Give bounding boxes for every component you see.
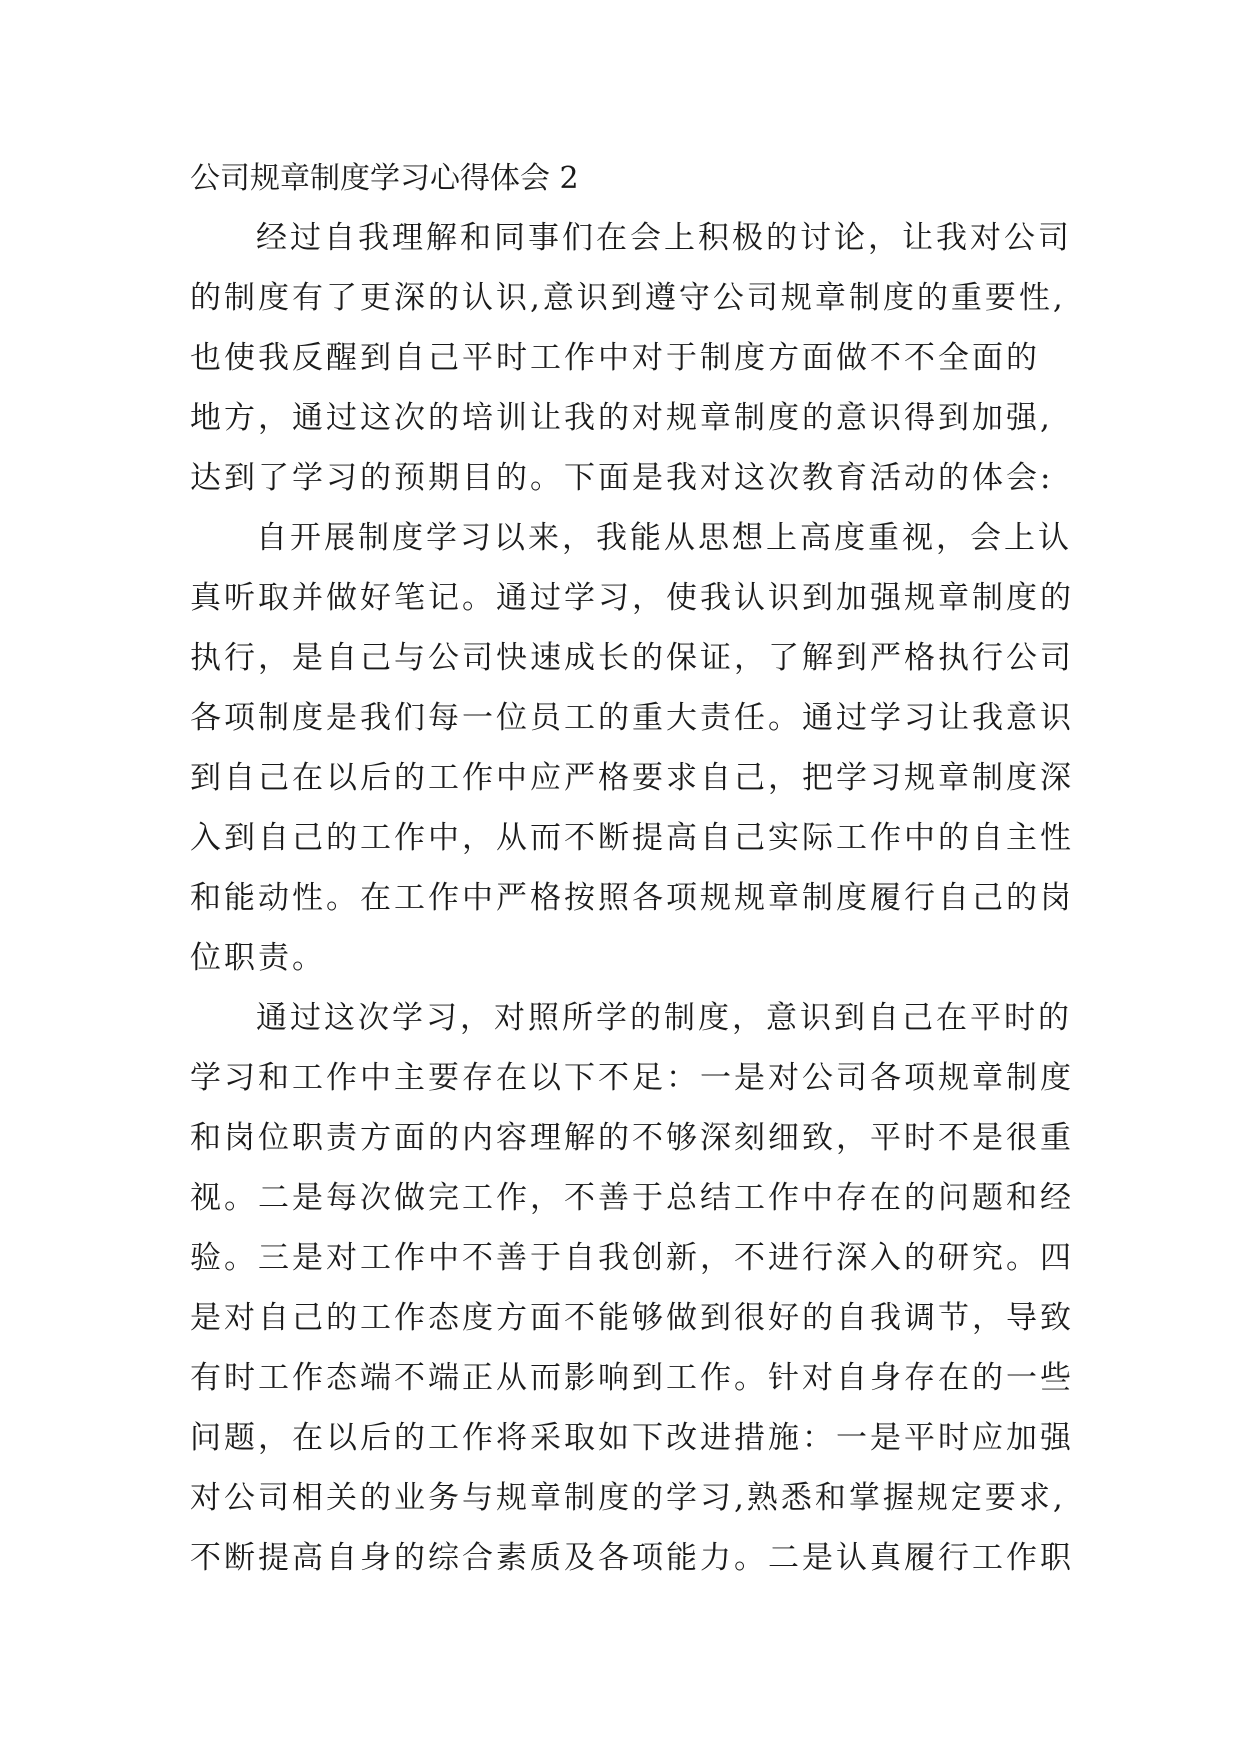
text-line: 和岗位职责方面的内容理解的不够深刻细致，平时不是很重 (190, 1120, 1074, 1156)
text-line: 入到自己的工作中，从而不断提高自己实际工作中的自主性 (190, 820, 1074, 856)
text-line: 学习和工作中主要存在以下不足：一是对公司各项规章制度 (190, 1060, 1074, 1096)
text-line: 经过自我理解和同事们在会上积极的讨论，让我对公司 (256, 220, 1072, 256)
text-line: 对公司相关的业务与规章制度的学习,熟悉和掌握规定要求, (190, 1480, 1066, 1516)
text-line: 和能动性。在工作中严格按照各项规规章制度履行自己的岗 (190, 880, 1074, 916)
text-line: 验。三是对工作中不善于自我创新，不进行深入的研究。四 (190, 1240, 1074, 1276)
paragraph-1 (190, 208, 1090, 508)
text-line: 真听取并做好笔记。通过学习，使我认识到加强规章制度的 (190, 580, 1074, 616)
text-line: 自开展制度学习以来，我能从思想上高度重视，会上认 (256, 520, 1072, 556)
document-title: 公司规章制度学习心得体会 2 (190, 161, 579, 196)
text-line: 执行，是自己与公司快速成长的保证，了解到严格执行公司 (190, 640, 1074, 676)
text-line: 各项制度是我们每一位员工的重大责任。通过学习让我意识 (190, 700, 1074, 736)
text-line: 达到了学习的预期目的。下面是我对这次教育活动的体会: (190, 460, 1054, 496)
text-line: 的制度有了更深的认识,意识到遵守公司规章制度的重要性, (190, 280, 1066, 316)
paragraph-2 (190, 508, 1090, 988)
text-line: 地方，通过这次的培训让我的对规章制度的意识得到加强, (190, 400, 1053, 436)
text-line: 视。二是每次做完工作，不善于总结工作中存在的问题和经 (190, 1180, 1074, 1216)
text-line: 有时工作态端不端正从而影响到工作。针对自身存在的一些 (190, 1360, 1074, 1396)
text-line: 也使我反醒到自己平时工作中对于制度方面做不不全面的 (190, 340, 1040, 376)
text-line: 问题，在以后的工作将采取如下改进措施：一是平时应加强 (190, 1420, 1074, 1456)
text-line: 到自己在以后的工作中应严格要求自己，把学习规章制度深 (190, 760, 1074, 796)
document-page (190, 150, 1090, 1588)
text-line: 通过这次学习，对照所学的制度，意识到自己在平时的 (256, 1000, 1072, 1036)
text-line: 是对自己的工作态度方面不能够做到很好的自我调节，导致 (190, 1300, 1074, 1336)
text-line: 位职责。 (190, 940, 326, 976)
paragraph-3 (190, 988, 1090, 1588)
text-line: 不断提高自身的综合素质及各项能力。二是认真履行工作职 (190, 1540, 1074, 1576)
